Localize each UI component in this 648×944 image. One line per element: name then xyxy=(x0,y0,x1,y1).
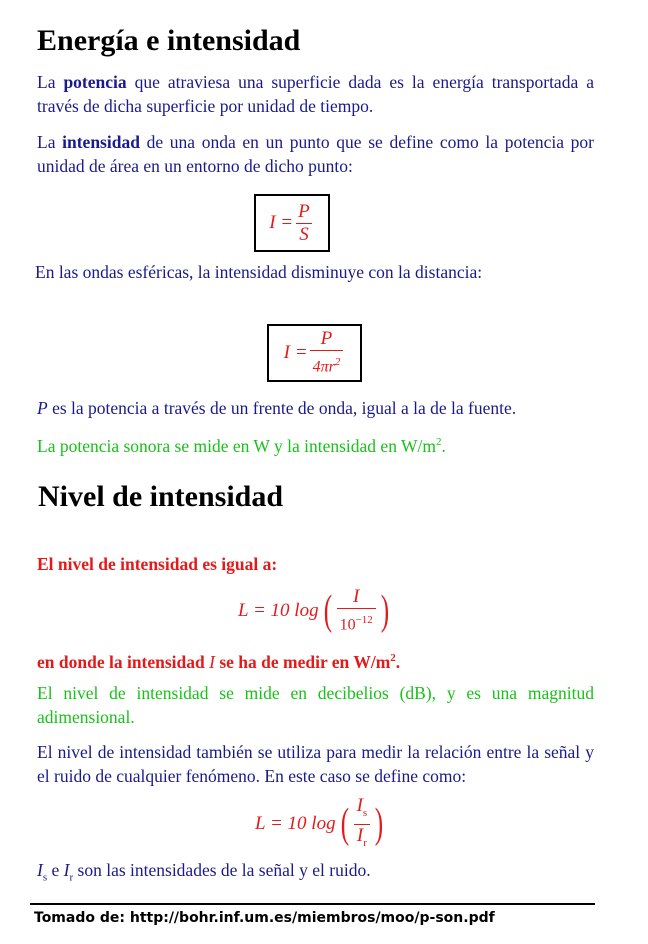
paragraph-intensidad: La intensidad de una onda en un punto que se define como la potencia por unidad de área en un entorno de dicho punto: xyxy=(37,132,594,176)
section-title-energia: Energía e intensidad xyxy=(37,24,301,57)
paragraph-decibelios: El nivel de intensidad se mide en decibelios (dB), y es una magnitud adimensional. xyxy=(37,683,594,727)
formula-nivel: L = 10 log ( $\frac{I}{10^{-12}}$ ) xyxy=(238,588,392,634)
paragraph-ondas-esfericas: En las ondas esféricas, la intensidad disminuye con la distancia: xyxy=(35,262,483,282)
paragraph-p-potencia: P es la potencia a través de un frente de onda, igual a la de la fuente. xyxy=(37,398,517,418)
footer-source: Tomado de: http://bohr.inf.um.es/miembros/moo/p-son.pdf xyxy=(34,910,495,926)
formula-senal-ruido: L = 10 log ( $\frac{I_s}{I_r}$ ) xyxy=(255,800,386,848)
footer-divider xyxy=(30,903,595,905)
section-title-nivel: Nivel de intensidad xyxy=(38,480,284,513)
formula-spherical-box: I = $\frac{P}{4\pi r^2}$ xyxy=(267,324,362,382)
formula-intensity-box: I = $\frac{P}{S}$ xyxy=(254,194,330,252)
paragraph-nivel-igual: El nivel de intensidad es igual a: xyxy=(37,554,278,574)
paragraph-senal-ruido: El nivel de intensidad también se utiliza para medir la relación entre la señal y el ruido de cualquier fenómeno. En este caso se define como: xyxy=(37,742,594,786)
paragraph-is-ir: $I_s$ e $I_r$ son las intensidades de la señal y el ruido. xyxy=(37,860,371,884)
paragraph-unidades: La potencia sonora se mide en W y la intensidad en $W/m^2$. xyxy=(37,435,446,456)
paragraph-potencia: La potencia que atraviesa una superficie dada es la energía transportada a través de dicha superficie por unidad de tiempo. xyxy=(37,72,594,116)
paragraph-unidad-intensidad: en donde la intensidad I se ha de medir en $W/m^2$. xyxy=(37,651,401,672)
